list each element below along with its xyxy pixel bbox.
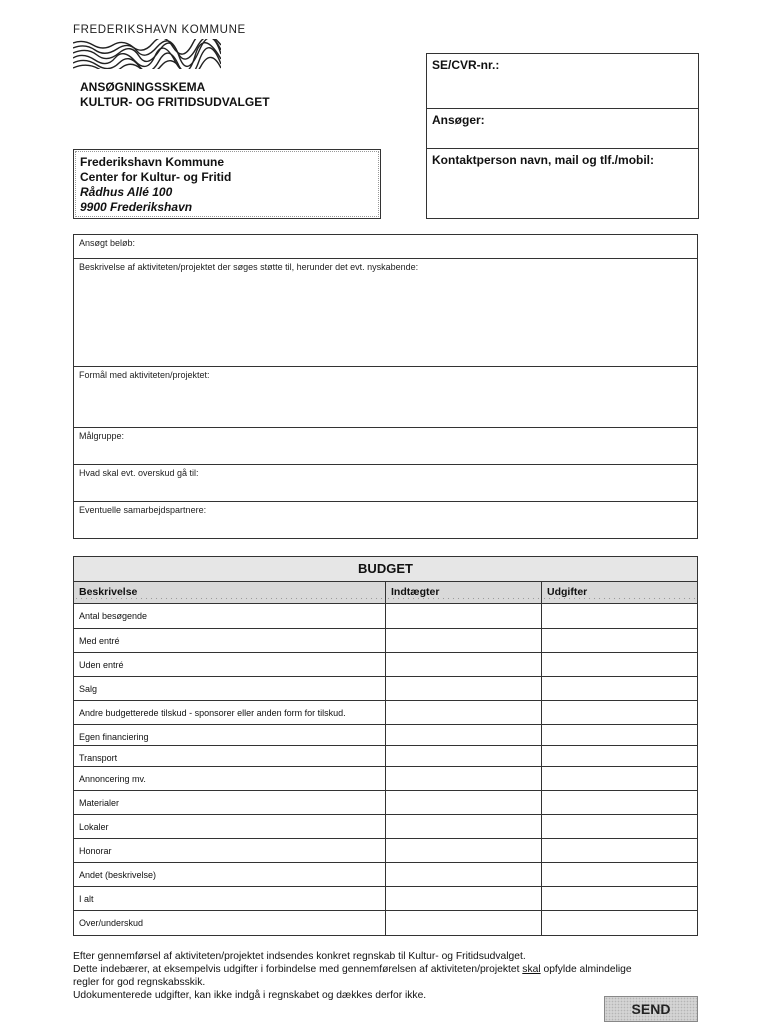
target-group-row [74,428,697,465]
expense-cell [542,887,697,910]
income-field[interactable] [386,726,541,746]
send-button[interactable]: SEND [604,996,698,1022]
income-field[interactable] [386,815,541,838]
budget-row [74,815,697,839]
budget-row [74,767,697,791]
budget-row-label: Lokaler [74,815,386,838]
expense-field[interactable] [542,747,697,767]
expense-field[interactable] [542,815,697,838]
recipient-address [73,149,381,219]
surplus-label: Hvad skal evt. overskud gå til: [79,468,199,478]
budget-row-label: I alt [74,887,386,910]
income-cell [386,911,542,935]
expense-cell [542,701,697,724]
expense-field[interactable] [542,653,697,676]
amount-field[interactable] [154,237,693,255]
expense-field[interactable] [542,726,697,746]
expense-cell [542,815,697,838]
wave-lines-icon [73,39,221,69]
income-cell [386,815,542,838]
description-label: Beskrivelse af aktiviteten/projektet der søges støtte til, herunder det evt. nyskabende: [79,262,419,272]
expense-field[interactable] [542,887,697,910]
budget-row [74,604,697,629]
form-title-line1: ANSØGNINGSSKEMA [80,80,206,94]
budget-row-label: Med entré [74,629,386,652]
contact-row [427,149,698,219]
header-description: Beskrivelse [74,582,386,603]
income-field[interactable] [386,887,541,910]
income-field[interactable] [386,604,541,628]
income-field[interactable] [386,701,541,724]
income-field[interactable] [386,911,541,935]
income-field[interactable] [386,629,541,652]
header-expenses: Udgifter [542,582,697,603]
budget-row [74,791,697,815]
budget-row-label: Over/underskud [74,911,386,935]
expense-cell [542,746,697,766]
expense-cell [542,629,697,652]
footer-line-2-post: opfylde almindelige [540,964,632,975]
expense-field[interactable] [542,701,697,724]
purpose-field[interactable] [78,383,693,424]
purpose-row [74,367,697,428]
expense-cell [542,911,697,935]
expense-cell [542,767,697,790]
expense-cell [542,863,697,886]
applicant-row [427,109,698,149]
applicant-field[interactable] [432,124,693,144]
income-cell [386,604,542,628]
income-field[interactable] [386,863,541,886]
expense-cell [542,677,697,700]
budget-row-label: Transport [74,746,386,766]
income-cell [386,725,542,745]
target-group-field[interactable] [78,444,693,461]
budget-row [74,839,697,863]
budget-row [74,629,697,653]
budget-row [74,746,697,767]
address-line-2: Center for Kultur- og Fritid [80,170,232,184]
footer-line-2 [73,963,713,976]
expense-field[interactable] [542,839,697,862]
income-cell [386,767,542,790]
budget-title: BUDGET [74,557,697,582]
municipality-logo [73,24,246,69]
expense-field[interactable] [542,791,697,814]
income-cell [386,863,542,886]
income-field[interactable] [386,653,541,676]
income-cell [386,839,542,862]
income-cell [386,653,542,676]
budget-row-label: Materialer [74,791,386,814]
description-field[interactable] [78,275,693,363]
expense-cell [542,839,697,862]
budget-row-label: Egen financiering [74,725,386,745]
income-cell [386,629,542,652]
footer-note [73,950,713,1002]
footer-line-3: regler for god regnskabsskik. [73,977,206,988]
expense-field[interactable] [542,911,697,935]
description-row [74,259,697,367]
budget-row [74,863,697,887]
expense-field[interactable] [542,604,697,628]
budget-row-label: Antal besøgende [74,604,386,628]
budget-row-label: Uden entré [74,653,386,676]
footer-line-2-emphasis: skal [522,964,541,975]
contact-label: Kontaktperson navn, mail og tlf./mobil: [432,153,655,167]
budget-table [73,556,698,936]
expense-field[interactable] [542,677,697,700]
income-field[interactable] [386,767,541,790]
expense-cell [542,791,697,814]
income-cell [386,791,542,814]
footer-line-4: Udokumenterede udgifter, kan ikke indgå i regnskabet og dækkes derfor ikke. [73,990,427,1001]
expense-field[interactable] [542,629,697,652]
partners-field[interactable] [78,518,693,535]
cvr-field[interactable] [432,84,693,104]
budget-row [74,653,697,677]
applicant-info-box [426,53,699,219]
income-cell [386,887,542,910]
expense-cell [542,604,697,628]
income-field[interactable] [386,791,541,814]
applicant-label: Ansøger: [432,113,485,127]
budget-row-label: Annoncering mv. [74,767,386,790]
budget-row [74,725,697,746]
expense-cell [542,653,697,676]
contact-field[interactable] [432,195,693,215]
partners-row [74,502,697,538]
budget-row-label: Honorar [74,839,386,862]
cvr-row [427,54,698,109]
amount-label: Ansøgt beløb: [79,238,136,248]
footer-line-2-pre: Dette indebærer, at eksempelvis udgifter i forbindelse med gennemførelsen af aktiviteten/projektet [73,964,523,975]
project-info-table [73,234,698,539]
income-cell [386,701,542,724]
budget-row [74,701,697,725]
form-title [80,80,270,110]
footer-line-1: Efter gennemførsel af aktiviteten/projektet indsendes konkret regnskab til Kultur- og Fritidsudvalget. [73,951,526,962]
address-line-1: Frederikshavn Kommune [80,155,225,169]
income-field[interactable] [386,839,541,862]
purpose-label: Formål med aktiviteten/projektet: [79,370,210,380]
logo-text: FREDERIKSHAVN KOMMUNE [73,24,246,36]
target-group-label: Målgruppe: [79,431,125,441]
address-line-4: 9900 Frederikshavn [80,200,193,214]
expense-cell [542,725,697,745]
partners-label: Eventuelle samarbejdspartnere: [79,505,207,515]
surplus-field[interactable] [78,481,693,498]
budget-row [74,677,697,701]
budget-row [74,911,697,935]
budget-rows [74,604,697,935]
cvr-label: SE/CVR-nr.: [432,58,500,72]
expense-field[interactable] [542,767,697,790]
form-title-line2: KULTUR- OG FRITIDSUDVALGET [80,95,270,109]
surplus-row [74,465,697,502]
budget-row [74,887,697,911]
income-field[interactable] [386,677,541,700]
header-income: Indtægter [386,582,542,603]
income-field[interactable] [386,747,541,767]
budget-row-label: Salg [74,677,386,700]
amount-row [74,235,697,259]
budget-row-label: Andet (beskrivelse) [74,863,386,886]
income-cell [386,677,542,700]
income-cell [386,746,542,766]
address-line-3: Rådhus Allé 100 [80,185,173,199]
budget-header [74,582,697,604]
budget-row-label: Andre budgetterede tilskud - sponsorer eller anden form for tilskud. [74,701,386,724]
expense-field[interactable] [542,863,697,886]
